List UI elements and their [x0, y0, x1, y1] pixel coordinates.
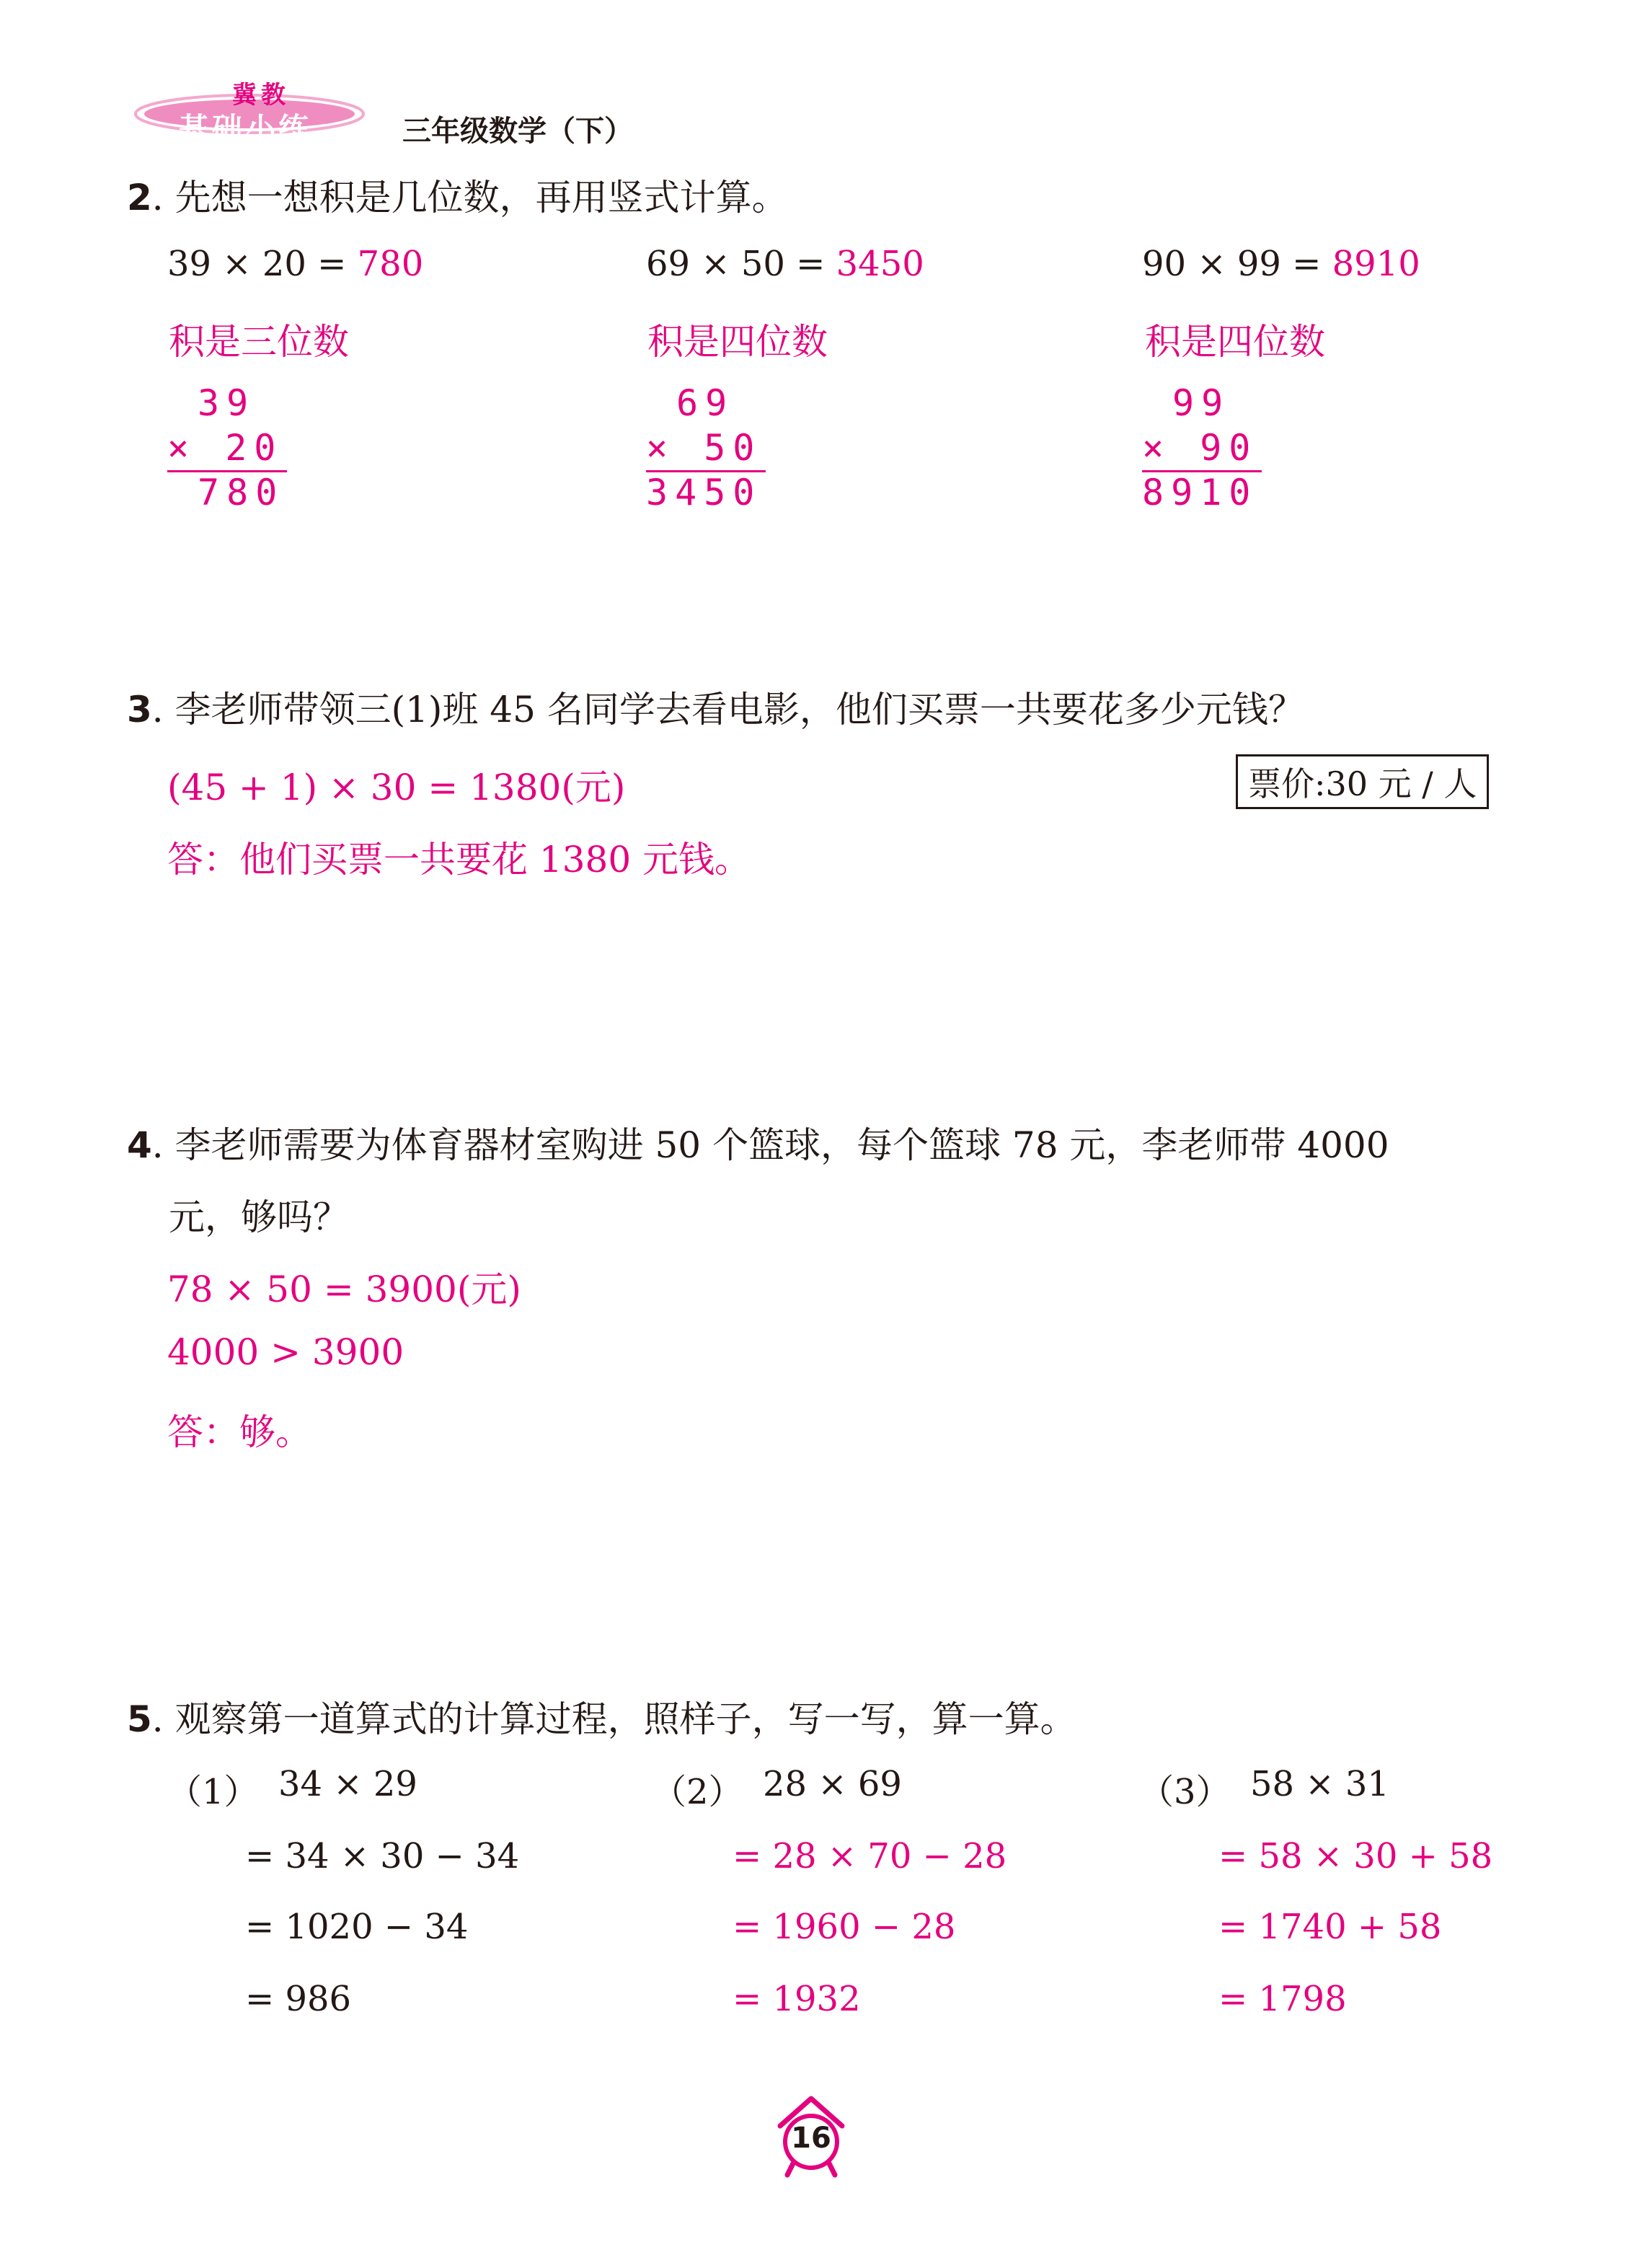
- q5-step2-3: = 1740 + 58: [1218, 1907, 1442, 1947]
- q4-calc2: 4000 > 3900: [167, 1331, 404, 1373]
- q5-expr-2: 28 × 69: [763, 1764, 902, 1804]
- q4-prompt-line2: 元，够吗？: [169, 1196, 349, 1238]
- q2-note-2: 积是四位数: [647, 321, 828, 363]
- page-number-badge: [771, 2091, 851, 2178]
- q3-prompt: [127, 681, 1304, 733]
- q5-label-2: （2）: [652, 1772, 743, 1812]
- q5-step1-1: = 34 × 30 − 34: [245, 1836, 520, 1876]
- q2-vm-mul-1: × 20: [167, 427, 283, 469]
- q5-step2-1: = 1020 − 34: [245, 1907, 469, 1947]
- q3-answer: 答：他们买票一共要花 1380 元钱。: [167, 839, 751, 881]
- series-title: 基础小练: [179, 111, 312, 146]
- q2-vertical-2: [646, 382, 776, 519]
- q5-step3-2: = 1932: [733, 1979, 861, 2019]
- q3-number: 3: [127, 689, 152, 731]
- q2-prompt: [127, 169, 788, 221]
- q2-vm-top-1: 39: [198, 382, 256, 424]
- q5-prompt: [127, 1690, 1076, 1742]
- q2-vertical-1: [167, 382, 290, 519]
- q2-expr-text-2: 69 × 50 =: [646, 244, 836, 284]
- q5-expr-1: 34 × 29: [278, 1764, 417, 1804]
- q2-vm-top-2: 69: [676, 382, 735, 424]
- q4-prompt-line1: [127, 1116, 1389, 1168]
- q4-prompt-text: . 李老师需要为体育器材室购进 50 个篮球，每个篮球 78 元，李老师带 4000: [151, 1124, 1389, 1166]
- q2-number: 2: [127, 177, 152, 219]
- q2-expr-text-1: 39 × 20 =: [167, 244, 358, 284]
- q5-label-3: （3）: [1139, 1772, 1231, 1812]
- q2-result-2: 3450: [836, 244, 924, 284]
- q2-note-3: 积是四位数: [1145, 321, 1325, 363]
- q2-vm-top-3: 99: [1172, 382, 1231, 424]
- q2-vm-prod-1: 780: [198, 472, 285, 513]
- q5-step1-2: = 28 × 70 − 28: [733, 1836, 1007, 1876]
- q2-result-1: 780: [357, 244, 424, 284]
- q2-vm-prod-2: 3450: [646, 472, 762, 513]
- q5-step2-2: = 1960 − 28: [733, 1907, 956, 1947]
- q2-note-1: 积是三位数: [169, 321, 349, 363]
- q2-vm-mul-2: × 50: [646, 427, 762, 469]
- publisher-label: 冀教: [232, 81, 290, 110]
- q5-number: 5: [127, 1698, 152, 1740]
- q4-calc1: 78 × 50 = 3900(元): [167, 1268, 521, 1310]
- q5-step3-3: = 1798: [1218, 1979, 1347, 2019]
- q2-expr-1: [167, 244, 423, 284]
- q4-number: 4: [127, 1124, 152, 1166]
- q5-label-1: （1）: [167, 1772, 259, 1812]
- q5-prompt-text: . 观察第一道算式的计算过程，照样子，写一写，算一算。: [151, 1698, 1076, 1740]
- q5-step3-1: = 986: [245, 1979, 352, 2019]
- q2-vertical-3: [1142, 382, 1272, 519]
- q2-expr-2: [646, 244, 924, 284]
- q2-result-3: 8910: [1332, 244, 1420, 284]
- q2-expr-3: [1142, 244, 1420, 284]
- page-number: 16: [791, 2122, 831, 2155]
- q2-expr-text-3: 90 × 99 =: [1142, 244, 1332, 284]
- ticket-price-box: 票价:30 元 / 人: [1236, 754, 1489, 809]
- q5-expr-3: 58 × 31: [1250, 1764, 1389, 1804]
- q5-step1-3: = 58 × 30 + 58: [1218, 1836, 1493, 1876]
- q2-prompt-text: . 先想一想积是几位数，再用竖式计算。: [151, 177, 788, 219]
- q2-vm-mul-3: × 90: [1142, 427, 1258, 469]
- q4-answer: 答：够。: [167, 1411, 311, 1453]
- q3-calc: (45 + 1) × 30 = 1380(元): [167, 767, 626, 808]
- q2-vm-prod-3: 8910: [1142, 472, 1258, 513]
- grade-title: 三年级数学（下）: [402, 115, 633, 148]
- q3-prompt-text: . 李老师带领三(1)班 45 名同学去看电影，他们买票一共要花多少元钱？: [151, 689, 1304, 731]
